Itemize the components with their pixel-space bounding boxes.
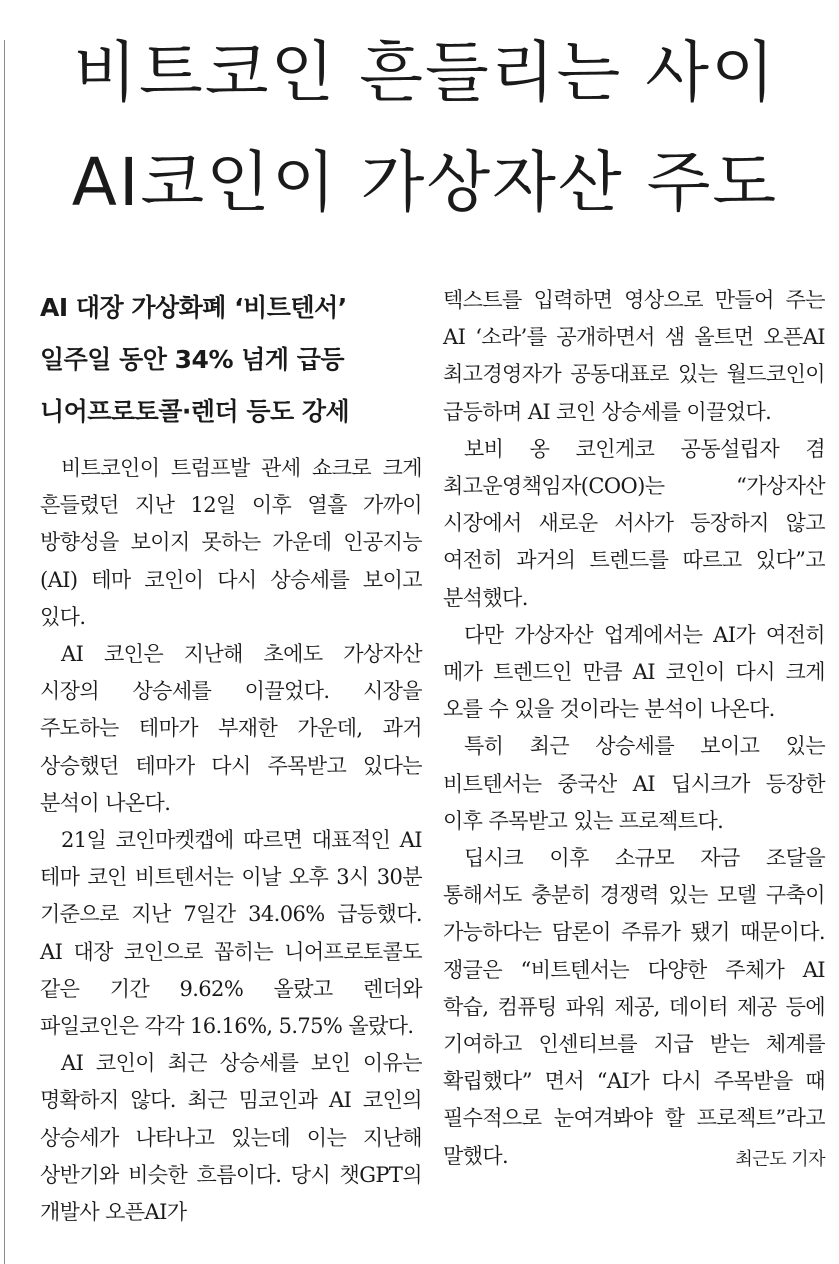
article-paragraph: 딥시크 이후 소규모 자금 조달을 통해서도 충분히 경쟁력 있는 모델 구축이 가능하다는 담론이 주류가 됐기 때문이다. 쟁글은 “비트텐서는 다양한 주체가 AI 학습, 컴퓨팅 파워 제공, 데이터 제공 등에 기여하고 인센티브를 지급 받는 체계를 확립했다” 면서 “AI가 다시 주목받을 때 필수적으로 눈여겨봐야 할 프로젝트”라고 말했다. xyxy=(443,846,825,1168)
article-paragraph-continued: 텍스트를 입력하면 영상으로 만들어 주는 AI ‘소라’를 공개하면서 샘 올트먼 오픈AI 최고경영자가 공동대표로 있는 월드코인이 급등하며 AI 코인 상승세를 이끌었다. xyxy=(443,288,825,424)
article-paragraph: 보비 옹 코인게코 공동설립자 겸 최고운영책임자(COO)는 “가상자산 시장에서 새로운 서사가 등장하지 않고 여전히 과거의 트렌드를 따르고 있다”고 분석했다. xyxy=(443,436,825,610)
column-rule xyxy=(4,40,5,1264)
article-paragraph: 특히 최근 상승세를 보이고 있는 비트텐서는 중국산 AI 딥시크가 등장한 이후 주목받고 있는 프로젝트다. xyxy=(443,734,825,833)
article-paragraph: AI 코인은 지난해 초에도 가상자산 시장의 상승세를 이끌었다. 시장을 주도하는 테마가 부재한 가운데, 과거 상승했던 테마가 다시 주목받고 있다는 분석이 나온다. xyxy=(40,642,422,815)
article-paragraph: AI 코인이 최근 상승세를 보인 이유는 명확하지 않다. 최근 밈코인과 AI 코인의 상승세가 나타나고 있는데 이는 지난해 상반기와 비슷한 흐름이다. 당시 챗GPT의 개발사 오픈AI가 xyxy=(40,1051,422,1225)
headline-line-1: 비트코인 흔들리는 사이 xyxy=(73,34,777,111)
subheadline-3: 니어프로토콜·렌더 등도 강세 xyxy=(40,397,350,426)
subheadline-2: 일주일 동안 34% 넘게 급등 xyxy=(40,345,345,374)
headline-line-2: AI코인이 가상자산 주도 xyxy=(71,144,779,221)
article-paragraph: 21일 코인마켓캡에 따르면 대표적인 AI 테마 코인 비트텐서는 이날 오후 3시 30분 기준으로 지난 7일간 34.06% 급등했다. AI 대장 코인으로 꼽히는 니어프로토콜도 같은 기간 9.62% 올랐고 렌더와 파일코인은 각각 16.16%, 5.75% 올랐다. xyxy=(40,828,422,1039)
subheadline-block xyxy=(40,282,422,438)
article-paragraph: 비트코인이 트럼프발 관세 쇼크로 크게 흔들렸던 지난 12일 이후 열흘 가까이 방향성을 보이지 못하는 가운데 인공지능(AI) 테마 코인이 다시 상승세를 보이고 있다. xyxy=(40,456,422,629)
article-paragraph: 다만 가상자산 업계에서는 AI가 여전히 메가 트렌드인 만큼 AI 코인이 다시 크게 오를 수 있을 것이라는 분석이 나온다. xyxy=(443,622,825,722)
closing-block xyxy=(443,840,825,1175)
right-column xyxy=(443,282,825,1175)
byline: 최근도 기자 xyxy=(735,1148,825,1170)
left-column xyxy=(40,282,422,1231)
subheadline-1: AI 대장 가상화폐 ‘비트텐서’ xyxy=(40,293,347,322)
